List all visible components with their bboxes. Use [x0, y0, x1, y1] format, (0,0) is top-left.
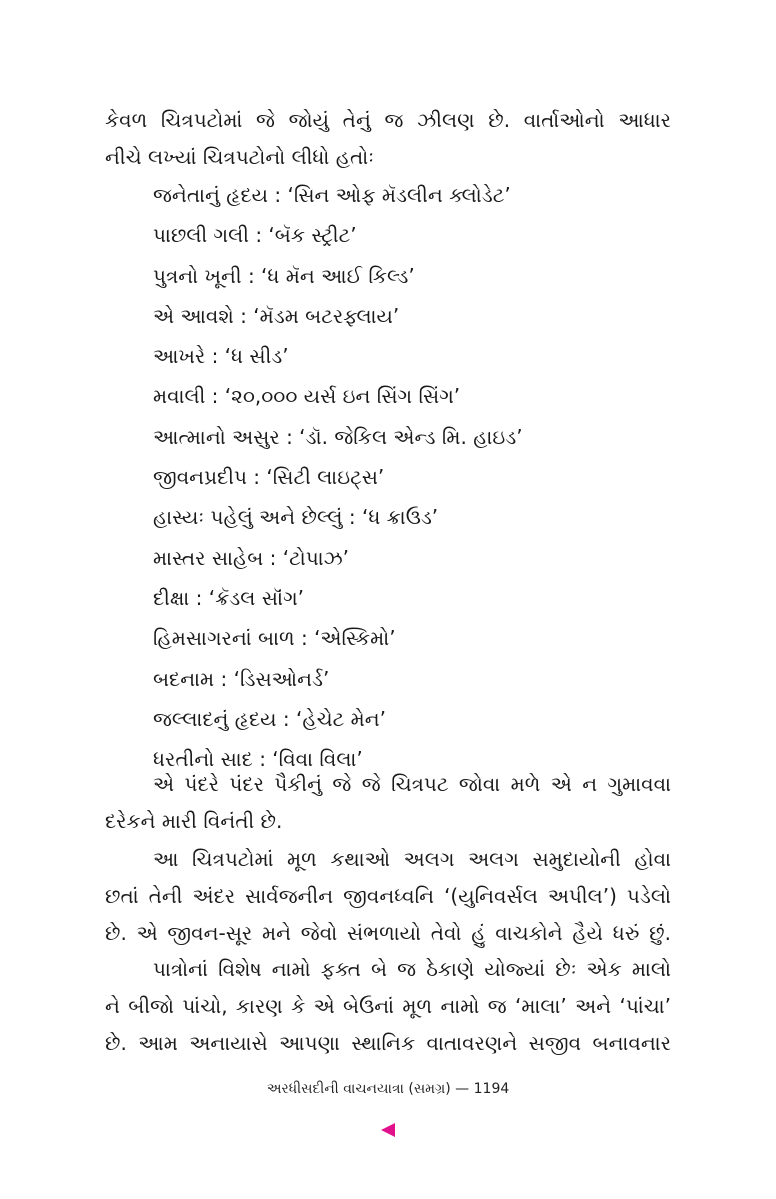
- names-paragraph: [105, 951, 671, 1062]
- film-list-item: માસ્તર સાહેબ : ‘ટોપાઝ’: [153, 545, 350, 570]
- film-list-item: જીવનપ્રદીપ : ‘સિટી લાઇટ્સ’: [153, 465, 385, 490]
- request-paragraph: [105, 766, 671, 840]
- film-list-item: હાસ્યઃ પહેલું અને છેલ્લું : ‘ધ ક્રાઉડ’: [153, 505, 439, 530]
- film-list-item: જલ્લાદનું હૃદય : ‘હેચેટ મેન’: [153, 706, 386, 731]
- appeal-line-2: છતાં તેની અંદર સાર્વજનીન જીવનધ્વનિ ‘(યુનિવર્સલ અપીલ’) પડેલો: [105, 884, 671, 908]
- film-list-item: દીક્ષા : ‘ક્રૅડલ સૉંગ’: [153, 585, 305, 610]
- names-line-3: છે. આમ અનાયાસે આપણા સ્થાનિક વાતાવરણને સજીવ બનાવનાર: [105, 1031, 671, 1055]
- appeal-line-3: છે. એ જીવન-સૂર મને જેવો સંભળાયો તેવો હું વાચકોને હૈયે ધરું છું.: [105, 921, 671, 945]
- intro-line-2: નીચે લખ્યાં ચિત્રપટોનો લીધો હતોઃ: [105, 145, 374, 169]
- request-line-1: એ પંદરે પંદર પૈકીનું જે જે ચિત્રપટ જોવા મળે એ ન ગુમાવવા: [153, 772, 671, 796]
- page-footer: અરધીસદીની વાચનયાત્રા (સમગ્ર) — 1194: [266, 1081, 510, 1097]
- film-list-item: ધરતીનો સાદ : ‘વિવા વિલા’: [153, 747, 363, 772]
- intro-line-1: કેવળ ચિત્રપટોમાં જે જોયું તેનું જ ઝીલણ છે. વાર્તાઓનો આધાર: [105, 108, 671, 132]
- names-line-1: પાત્રોનાં વિશેષ નામો ફક્ત બે જ ઠેકાણે યોજ્યાં છેઃ એક માલો: [153, 957, 671, 981]
- film-list-item: હિમસાગરનાં બાળ : ‘એસ્કિમો’: [153, 626, 396, 651]
- previous-page-arrow-icon[interactable]: [381, 1123, 395, 1137]
- film-list-item: પાછલી ગલી : ‘બૅક સ્ટ્રીટ’: [153, 223, 357, 248]
- film-list: [153, 175, 673, 779]
- appeal-paragraph: [105, 841, 671, 952]
- names-line-2: ને બીજો પાંચો, કારણ કે એ બેઉનાં મૂળ નામો જ ‘માલા’ અને ‘પાંચા’: [105, 994, 671, 1018]
- request-line-2: દરેકને મારી વિનંતી છે.: [105, 809, 283, 833]
- intro-paragraph: [105, 102, 671, 176]
- film-list-item: બદનામ : ‘ડિસઓનર્ડ’: [153, 666, 330, 691]
- film-list-item: આખરે : ‘ધ સીડ’: [153, 344, 289, 369]
- film-list-item: પુત્રનો ખૂની : ‘ધ મૅન આઈ કિલ્ડ’: [153, 263, 415, 288]
- appeal-line-1: આ ચિત્રપટોમાં મૂળ કથાઓ અલગ અલગ સમુદાયોની હોવા: [153, 847, 671, 871]
- film-list-item: જનેતાનું હૃદય : ‘સિન ઓફ મૅડલીન ક્લોડેટ’: [153, 183, 511, 207]
- film-list-item: એ આવશે : ‘મૅડમ બટરફ્લાય’: [153, 303, 400, 328]
- film-list-item: મવાલી : ‘૨૦,૦૦૦ યર્સ ઇન સિંગ સિંગ’: [153, 384, 461, 409]
- film-list-item: આત્માનો અસુર : ‘ડૉ. જેકિલ એન્ડ મિ. હાઇડ’: [153, 424, 523, 449]
